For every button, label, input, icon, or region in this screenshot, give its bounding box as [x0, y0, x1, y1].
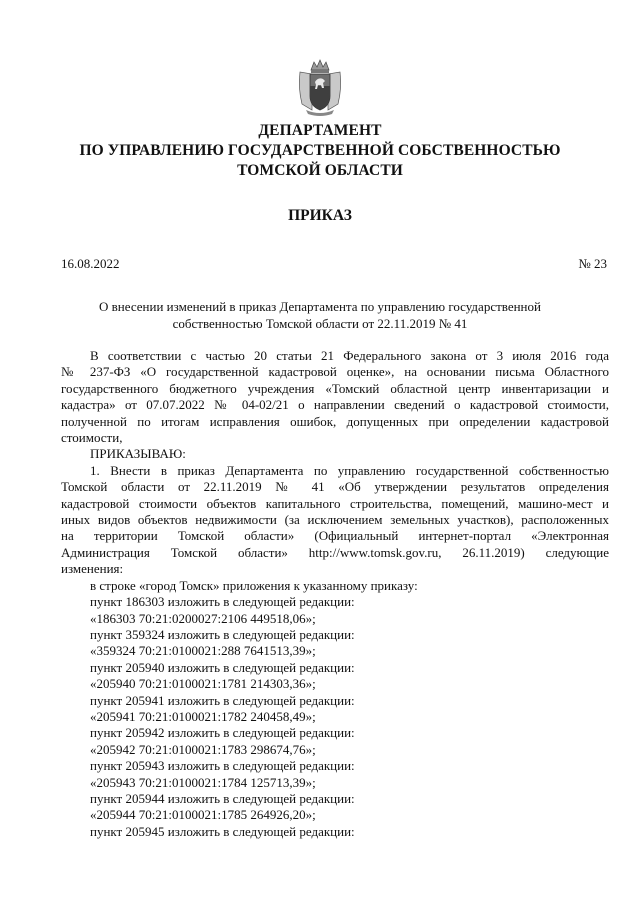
list-item: «205940 70:21:0100021:1781 214303,36»; [90, 676, 316, 692]
subject-line-1: О внесении изменений в приказ Департамента по управлению государственной [99, 299, 541, 314]
order-word: ПРИКАЗЫВАЮ: [90, 446, 186, 462]
list-item: пункт 359324 изложить в следующей редакции: [90, 626, 355, 642]
list-item: «359324 70:21:0100021:288 7641513,39»; [90, 643, 316, 659]
header-line-2: ПО УПРАВЛЕНИЮ ГОСУДАРСТВЕННОЙ СОБСТВЕННОСТЬЮ [79, 142, 561, 159]
department-header [0, 121, 640, 181]
preamble-line: государственного бюджетного учреждения «Томский областной центр инвентаризации и [61, 380, 609, 396]
document-body [61, 348, 609, 840]
preamble-paragraph [61, 348, 609, 446]
item-1-line: на территории Томской области» (Официальный интернет-портал «Электронная [61, 528, 609, 544]
preamble-line: В соответствии с частью 20 статьи 21 Федерального закона от 3 июля 2016 года [90, 348, 609, 363]
list-item: пункт 205945 изложить в следующей редакции: [90, 823, 355, 839]
item-1-line: Томской области от 22.11.2019 № 41 «Об утверждении результатов определения [61, 479, 609, 495]
list-item: пункт 205942 изложить в следующей редакции: [90, 725, 355, 741]
list-item: пункт 205943 изложить в следующей редакции: [90, 758, 355, 774]
item-1-line: кадастровой стоимости объектов капитального строительства, помещений, машино-мест и [61, 495, 609, 511]
document-date: 16.08.2022 [61, 256, 120, 271]
list-intro: в строке «город Томск» приложения к указанному приказу: [90, 577, 418, 593]
list-item: пункт 205940 изложить в следующей редакции: [90, 659, 355, 675]
amendment-list [61, 594, 609, 840]
list-item: «205943 70:21:0100021:1784 125713,39»; [90, 774, 316, 790]
subject-line-2: собственностью Томской области от 22.11.2019 № 41 [172, 316, 468, 331]
coat-of-arms-emblem [296, 58, 344, 118]
list-item: «186303 70:21:0200027:2106 449518,06»; [90, 610, 316, 626]
item-1-line: 1. Внести в приказ Департамента по управлению государственной собственностью [90, 462, 609, 478]
document-type-title: ПРИКАЗ [288, 207, 352, 224]
item-1-line: изменения: [61, 561, 124, 577]
list-item: пункт 205941 изложить в следующей редакции: [90, 692, 355, 708]
list-item: «205942 70:21:0100021:1783 298674,76»; [90, 741, 316, 757]
document-subject [0, 298, 640, 332]
document-number: № 23 [578, 256, 607, 271]
list-item: «205941 70:21:0100021:1782 240458,49»; [90, 708, 316, 724]
list-item: пункт 186303 изложить в следующей редакции: [90, 594, 355, 610]
preamble-line: кадастра» от 07.07.2022 № 04-02/21 о направлении сведений о кадастровой стоимости, [61, 397, 609, 413]
preamble-line: стоимости, [61, 430, 123, 446]
preamble-line: полученной по итогам исправления ошибок, допущенных при определении кадастровой [61, 413, 609, 429]
item-1-line: иных видов объектов недвижимости (за исключением земельных участков), расположенных [61, 512, 609, 528]
header-line-1: ДЕПАРТАМЕНТ [258, 122, 382, 139]
list-item: «205944 70:21:0100021:1785 264926,20»; [90, 807, 316, 823]
header-line-3: ТОМСКОЙ ОБЛАСТИ [237, 162, 403, 179]
item-1-paragraph [61, 463, 609, 578]
item-1-line: Администрация Томской области» http://www.tomsk.gov.ru, 26.11.2019) следующие [61, 544, 609, 560]
preamble-line: № 237-ФЗ «О государственной кадастровой оценке», на основании письма Областного [61, 364, 609, 380]
list-item: пункт 205944 изложить в следующей редакции: [90, 790, 355, 806]
